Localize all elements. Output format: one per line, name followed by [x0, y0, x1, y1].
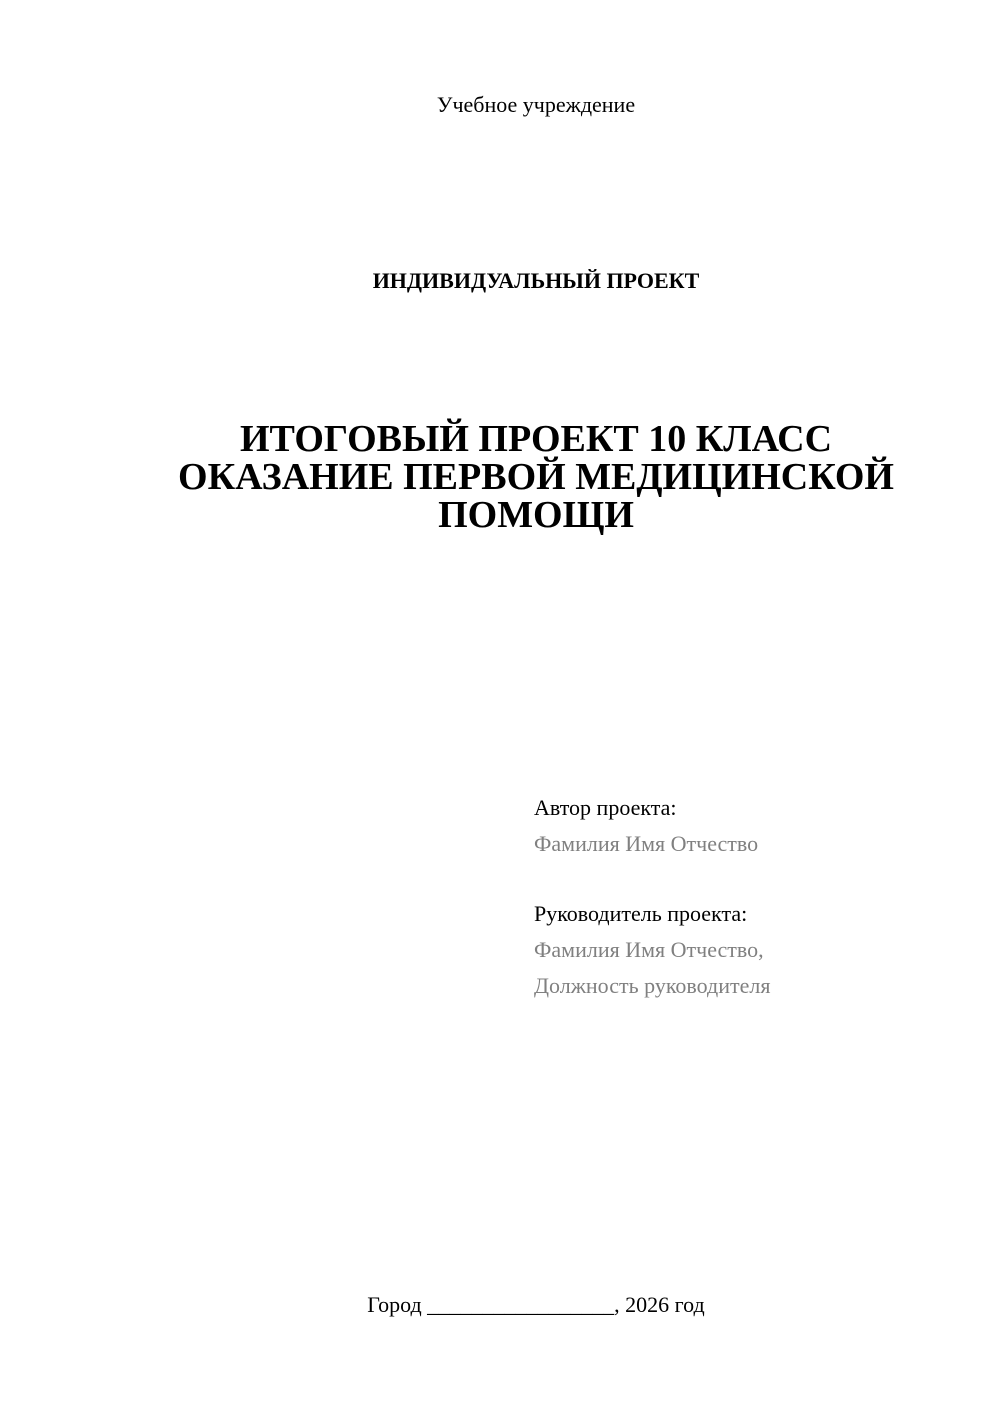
credits-block [534, 790, 974, 1004]
author-name-placeholder: Фамилия Имя Отчество [534, 831, 759, 856]
author-label: Автор проекта: [534, 795, 677, 820]
project-title-line-1: ИТОГОВЫЙ ПРОЕКТ 10 КЛАСС [239, 418, 833, 460]
institution-name: Учебное учреждение [436, 92, 636, 117]
project-title-line-3: ПОМОЩИ [438, 494, 634, 536]
supervisor-position-placeholder: Должность руководителя [534, 973, 771, 998]
project-title-line-2: ОКАЗАНИЕ ПЕРВОЙ МЕДИЦИНСКОЙ [178, 456, 894, 498]
credits-spacer [534, 862, 974, 896]
supervisor-name-placeholder: Фамилия Имя Отчество, [534, 937, 764, 962]
city-year-line: Город _________________, 2026 год [367, 1292, 705, 1317]
supervisor-label: Руководитель проекта: [534, 901, 748, 926]
project-type-heading: ИНДИВИДУАЛЬНЫЙ ПРОЕКТ [372, 268, 700, 293]
project-title [0, 420, 1000, 534]
